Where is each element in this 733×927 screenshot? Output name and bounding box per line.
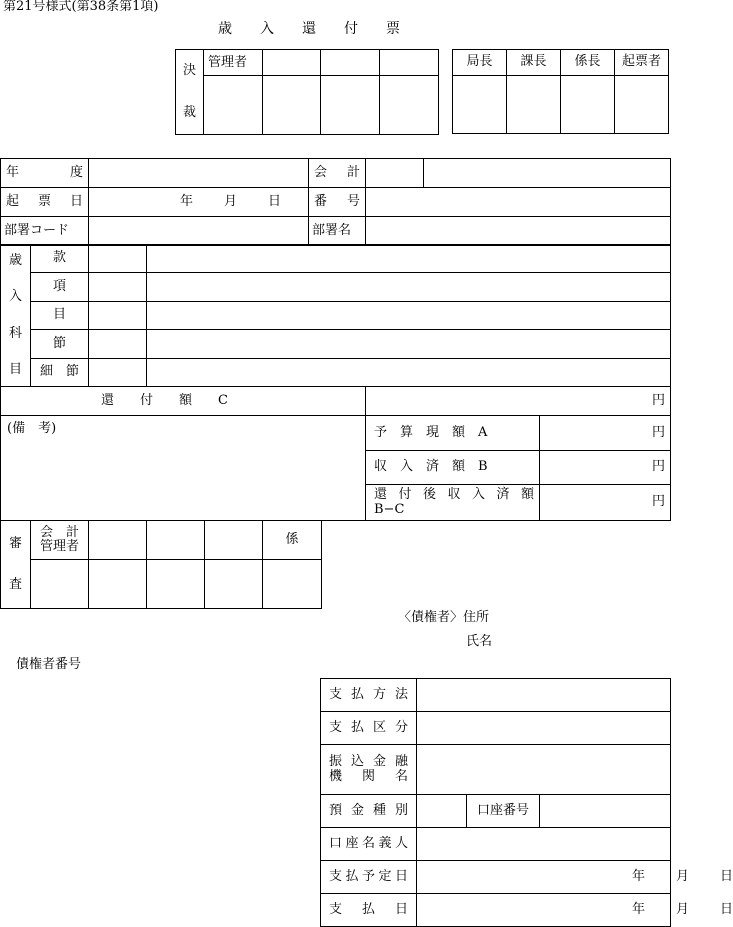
section-chief-stamp[interactable] <box>507 76 561 134</box>
audit-stamp[interactable] <box>205 560 263 609</box>
stamp-table <box>452 49 669 134</box>
number-field[interactable] <box>366 188 671 217</box>
creditor-number-label: 債権者番号 <box>16 657 82 672</box>
saisetsu-name[interactable] <box>147 359 671 387</box>
setsu-code[interactable] <box>89 330 147 359</box>
payment-date-label: 支 払 日 <box>321 894 417 927</box>
dept-name-label: 部署名 <box>309 217 366 246</box>
subsection-chief-stamp[interactable] <box>561 76 615 134</box>
audit-stamp[interactable] <box>147 560 205 609</box>
setsu-label: 節 <box>31 330 89 359</box>
after-refund-field[interactable]: 円 <box>540 485 671 521</box>
moku-name[interactable] <box>147 302 671 330</box>
approval-stamp[interactable] <box>263 76 321 135</box>
amount-table <box>0 386 671 521</box>
kan-label: 款 <box>31 245 89 273</box>
kou-name[interactable] <box>147 273 671 302</box>
kou-code[interactable] <box>89 273 147 302</box>
payment-category-label: 支払区分 <box>321 712 417 745</box>
payment-category-field[interactable] <box>417 712 671 745</box>
bank-field[interactable] <box>417 745 671 795</box>
kan-code[interactable] <box>89 245 147 273</box>
deposit-type-label: 預金種別 <box>321 795 417 828</box>
form-title: 歳 入 還 付 票 <box>218 21 400 37</box>
dept-name-field[interactable] <box>366 217 671 246</box>
dept-code-field[interactable] <box>89 217 309 246</box>
account-label: 会 計 <box>309 159 366 188</box>
fiscal-year-field[interactable] <box>89 159 309 188</box>
director-label: 局長 <box>453 50 507 76</box>
refund-amount-field[interactable]: 円 <box>366 387 671 416</box>
remarks-label: (備 考) <box>7 421 57 436</box>
saisetsu-label: 細 節 <box>31 359 89 387</box>
after-refund-label: 還付後収入済額 B−C <box>366 485 540 521</box>
accounting-manager-label: 会 計 管理者 <box>31 521 89 560</box>
issue-date-label: 起 票 日 <box>1 188 89 217</box>
refund-amount-label: 還 付 額 C <box>1 387 366 416</box>
audit-stamp[interactable] <box>89 560 147 609</box>
main-info-table <box>0 158 671 246</box>
revenue-subject-label: 歳 入 科 目 <box>1 245 31 387</box>
section-chief-label: 課長 <box>507 50 561 76</box>
bank-label: 振込金融 機関名 <box>321 745 417 795</box>
revenue-subject-table <box>0 244 671 387</box>
kan-name[interactable] <box>147 245 671 273</box>
fiscal-year-label: 年 度 <box>1 159 89 188</box>
account-code-field[interactable] <box>366 159 424 188</box>
approval-label: 決 裁 <box>176 50 204 135</box>
budget-current-label: 予 算 現 額 A <box>366 416 540 451</box>
drafter-stamp[interactable] <box>615 76 669 134</box>
approval-stamp[interactable] <box>321 76 380 135</box>
approval-head-blank <box>380 50 439 76</box>
audit-table <box>0 520 322 609</box>
creditor-address-label: 〈債権者〉住所 <box>398 610 490 625</box>
kou-label: 項 <box>31 273 89 302</box>
approval-head-blank <box>263 50 321 76</box>
received-amount-field[interactable]: 円 <box>540 451 671 485</box>
audit-head-blank <box>147 521 205 560</box>
account-number-field[interactable] <box>540 795 671 828</box>
account-name-field[interactable] <box>424 159 671 188</box>
clerk-label: 係 <box>263 521 322 560</box>
budget-current-field[interactable]: 円 <box>540 416 671 451</box>
payment-date-field[interactable]: 年 月 日 <box>417 894 671 927</box>
dept-code-label: 部署コード <box>1 217 89 246</box>
audit-head-blank <box>89 521 147 560</box>
audit-label: 審 査 <box>1 521 31 609</box>
approval-head-blank <box>321 50 380 76</box>
setsu-name[interactable] <box>147 330 671 359</box>
manager-label: 管理者 <box>204 50 263 76</box>
payment-method-field[interactable] <box>417 679 671 712</box>
scheduled-date-field[interactable]: 年 月 日 <box>417 861 671 894</box>
deposit-type-field[interactable] <box>417 795 467 828</box>
payment-table <box>320 678 733 927</box>
drafter-label: 起票者 <box>615 50 669 76</box>
moku-label: 目 <box>31 302 89 330</box>
saisetsu-code[interactable] <box>89 359 147 387</box>
manager-stamp[interactable] <box>204 76 263 135</box>
subsection-chief-label: 係長 <box>561 50 615 76</box>
account-number-label: 口座番号 <box>467 795 540 828</box>
audit-head-blank <box>205 521 263 560</box>
received-amount-label: 収 入 済 額 B <box>366 451 540 485</box>
approval-stamp[interactable] <box>380 76 439 135</box>
account-holder-label: 口座名義人 <box>321 828 417 861</box>
issue-date-field[interactable]: 年 月 日 <box>89 188 309 217</box>
director-stamp[interactable] <box>453 76 507 134</box>
moku-code[interactable] <box>89 302 147 330</box>
scheduled-date-label: 支払予定日 <box>321 861 417 894</box>
number-label: 番 号 <box>309 188 366 217</box>
account-holder-field[interactable] <box>417 828 671 861</box>
clerk-stamp[interactable] <box>263 560 322 609</box>
payment-method-label: 支払方法 <box>321 679 417 712</box>
creditor-name-label: 氏名 <box>466 634 493 649</box>
form-id: 第21号様式(第38条第1項) <box>3 0 159 14</box>
accounting-manager-stamp[interactable] <box>31 560 89 609</box>
approval-table <box>175 49 439 135</box>
remarks-field[interactable] <box>1 416 366 521</box>
